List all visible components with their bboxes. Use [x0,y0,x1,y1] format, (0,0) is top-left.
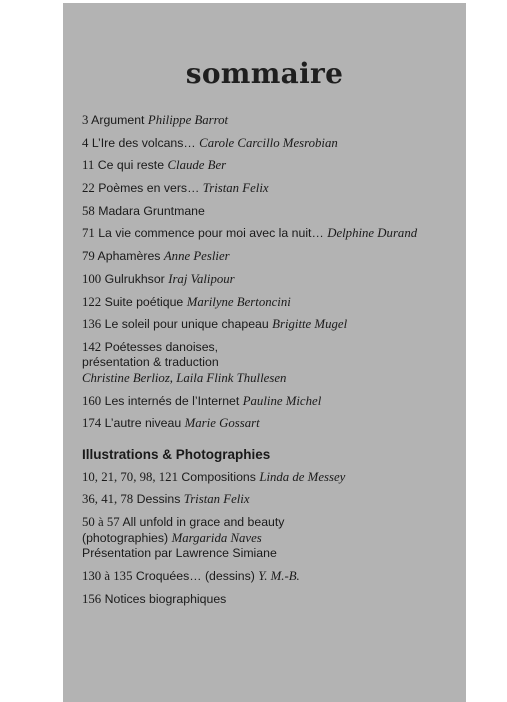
entry-author: Margarida Naves [171,530,262,545]
entry-line [82,113,462,129]
page-number: 160 [82,393,102,408]
toc-entry [82,272,462,288]
entry-line [82,272,462,288]
toc-entry [82,317,462,333]
toc-entry [82,226,462,242]
entry-title: Les internés de l’Internet [104,393,240,408]
page-number: 142 [82,339,102,354]
entry-line [82,569,462,585]
entry-title: Madara Gruntmane [98,203,205,218]
page-number: 100 [82,271,102,286]
page [63,3,466,702]
entry-author: Iraj Valipour [168,271,235,286]
entry-title: La vie commence pour moi avec la nuit… [98,226,324,241]
toc-entry [82,136,462,152]
entry-line [82,492,462,508]
entry-title: Le soleil pour unique chapeau [104,317,269,332]
entry-title: Ce qui reste [97,158,165,173]
page-number: 71 [82,226,95,241]
entry-line [82,249,462,265]
page-number: 174 [82,416,102,431]
entry-author: Tristan Felix [183,492,250,507]
entry-title: Dessins [136,492,181,507]
page-number: 22 [82,181,95,196]
toc-entry [82,569,462,585]
entry-author: Claude Ber [167,158,227,173]
entry-title: L’Ire des volcans… [91,135,196,150]
toc-entry [82,249,462,265]
entry-author: Linda de Messey [259,469,346,484]
toc-entry [82,394,462,410]
entry-subtitle: (photographies) [82,530,169,545]
entry-subtitle: présentation & traduction [82,355,219,370]
entry-line [82,592,462,608]
toc-entry [82,515,462,562]
entry-author: Anne Peslier [163,249,230,264]
page-number: 3 [82,113,89,127]
page-number: 50 à 57 [82,515,120,530]
entry-author: Carole Carcillo Mesrobian [199,135,338,150]
entry-line [82,136,462,152]
entry-title: Notices biographiques [104,591,227,606]
page-number: 130 à 135 [82,568,133,583]
entry-author: Marilyne Bertoncini [186,294,291,309]
entry-title: Compositions [181,469,256,484]
entry-author: Brigitte Mugel [272,317,348,332]
entry-author: Tristan Felix [202,181,269,196]
entry-author: Pauline Michel [242,393,322,408]
page-number: 156 [82,591,102,606]
page-number: 136 [82,317,102,332]
section-title: Illustrations & Photographies [82,446,271,462]
entry-line [82,531,462,547]
page-number: 79 [82,249,95,264]
page-number: 58 [82,203,95,218]
entry-author: Christine Berlioz, Laila Flink Thullesen [82,370,287,385]
page-number: 10, 21, 70, 98, 121 [82,469,178,484]
page-number: 36, 41, 78 [82,492,134,507]
page-title: sommaire [185,57,344,90]
entry-author: Delphine Durand [327,226,418,241]
entry-line [82,470,462,486]
page-number: 122 [82,294,102,309]
toc-entry [82,340,462,387]
toc-entry [82,113,462,129]
toc-entry [82,492,462,508]
entry-author: Marie Gossart [184,416,260,431]
toc-entry [82,416,462,432]
entry-author: Y. M.-B. [258,568,300,583]
entry-title: Poèmes en vers… [98,181,200,196]
entry-line [82,394,462,410]
entry-line [82,317,462,333]
entry-line [82,295,462,311]
toc-entry [82,158,462,174]
toc-entry [82,592,462,608]
entry-title: L’autre niveau [104,416,182,431]
entry-line [82,515,462,531]
entry-line [82,355,462,371]
entry-line [82,226,462,242]
page-number: 4 [82,135,89,150]
entry-title: All unfold in grace and beauty [122,515,285,530]
table-of-contents [82,113,462,614]
entry-line [82,340,462,356]
entry-title: Croquées… (dessins) [135,568,255,583]
toc-entry [82,181,462,197]
entry-title: Aphamères [97,249,161,264]
entry-line [82,204,462,220]
toc-entry [82,470,462,486]
entry-title: Poétesses danoises, [104,339,219,354]
entry-line [82,416,462,432]
illustrations-list [82,470,462,607]
entry-line [82,158,462,174]
entry-title: Gulrukhsor [104,271,165,286]
entry-title: Argument [91,113,145,127]
toc-entry [82,295,462,311]
entry-line [82,181,462,197]
toc-entry [82,204,462,220]
entry-title: Suite poétique [104,294,184,309]
entry-author: Philippe Barrot [147,113,229,127]
entry-note: Présentation par Lawrence Simiane [82,546,277,561]
toc-entries [82,113,462,432]
page-number: 11 [82,158,95,173]
